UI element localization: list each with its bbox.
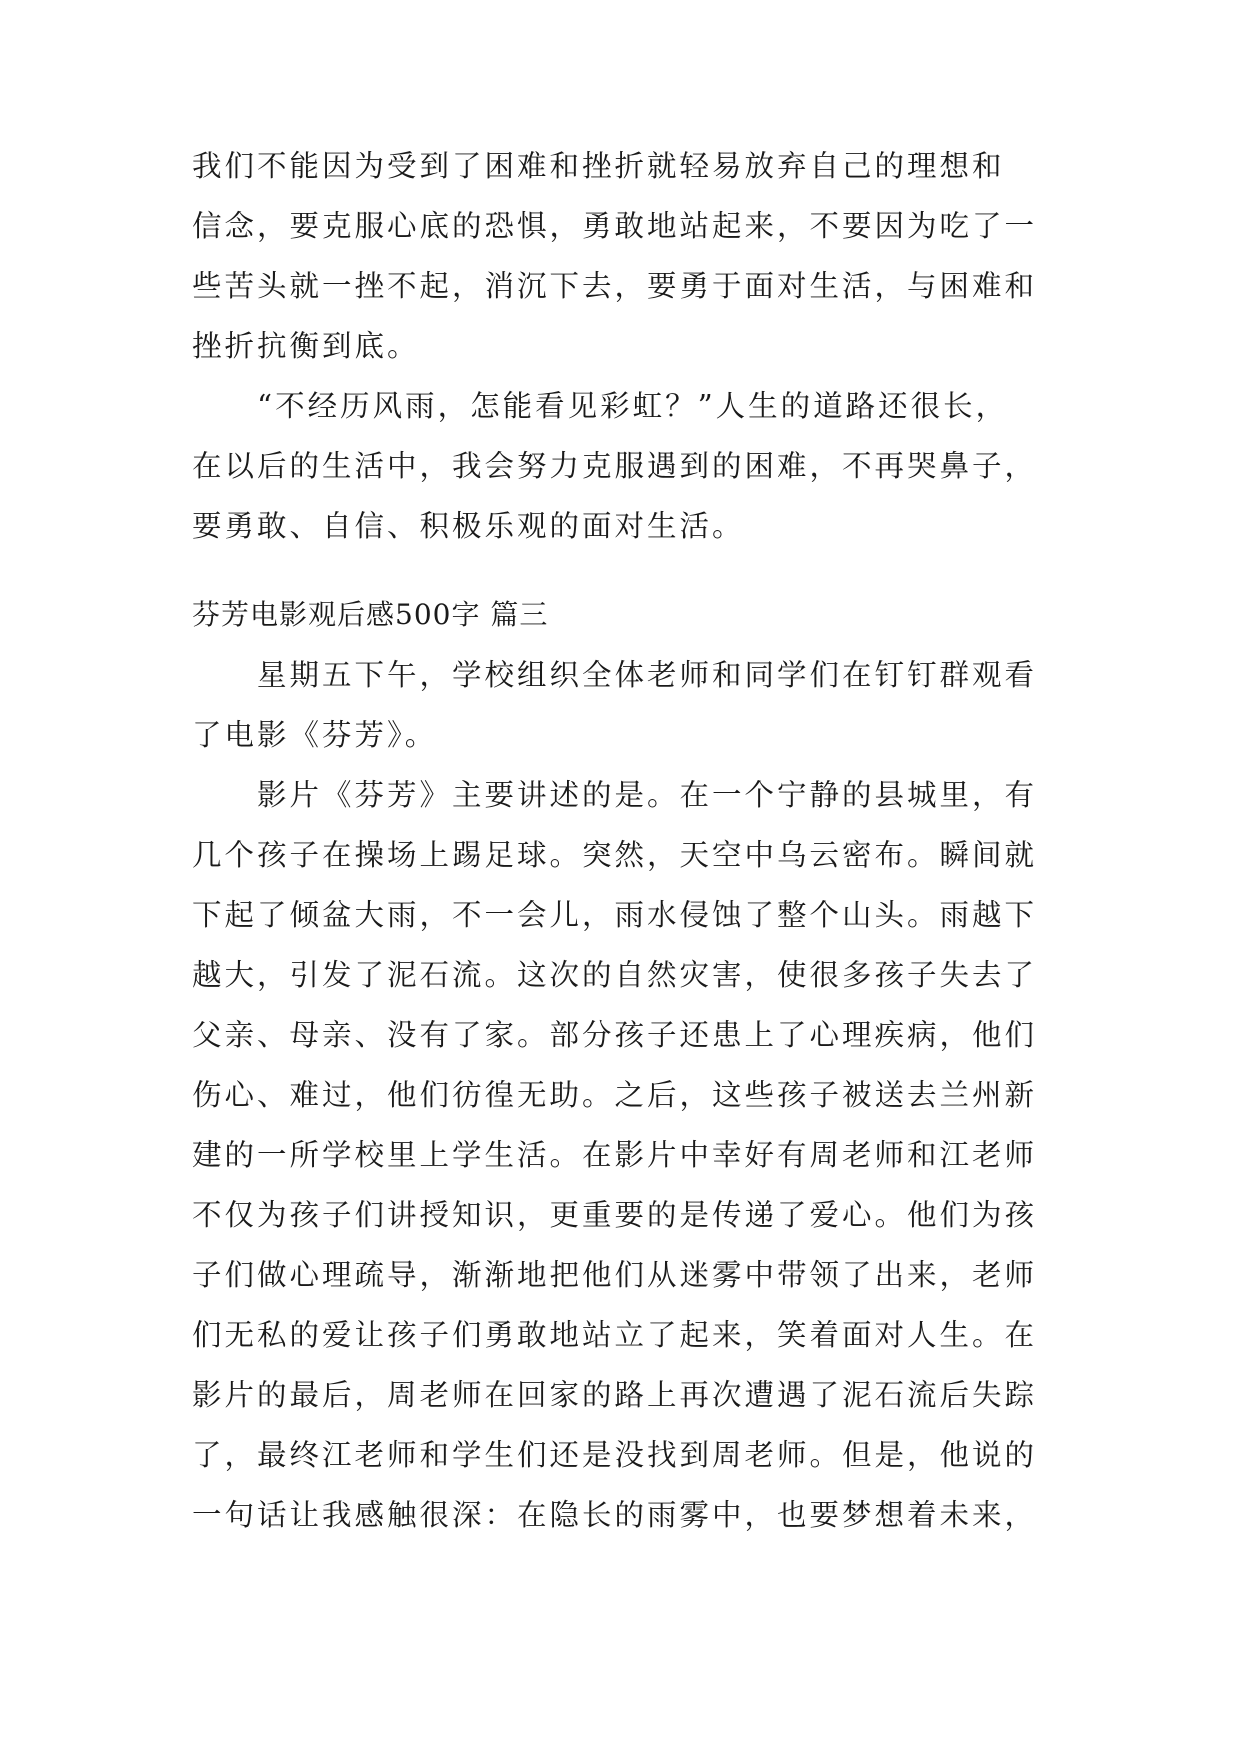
paragraph-line: 了电影《芬芳》。: [192, 718, 438, 752]
paragraph-line: 伤心、难过，他们彷徨无助。之后，这些孩子被送去兰州新: [192, 1078, 1038, 1112]
paragraph-line: 星期五下午，学校组织全体老师和同学们在钉钉群观看: [192, 658, 1038, 692]
paragraph-line: “不经历风雨，怎能看见彩虹？”人生的道路还很长，: [192, 389, 1009, 423]
paragraph-line: 挫折抗衡到底。: [192, 329, 420, 363]
paragraph-line: 些苦头就一挫不起，消沉下去，要勇于面对生活，与困难和: [192, 269, 1038, 303]
paragraph-line: 一句话让我感触很深：在隐长的雨雾中，也要梦想着未来，: [192, 1498, 1038, 1532]
paragraph-line: 影片的最后，周老师在回家的路上再次遭遇了泥石流后失踪: [192, 1378, 1038, 1412]
section-heading: 芬芳电影观后感500字 篇三: [192, 598, 549, 631]
paragraph-line: 越大，引发了泥石流。这次的自然灾害，使很多孩子失去了: [192, 958, 1038, 992]
paragraph-line: 不仅为孩子们讲授知识，更重要的是传递了爱心。他们为孩: [192, 1198, 1038, 1232]
paragraph-line: 们无私的爱让孩子们勇敢地站立了起来，笑着面对人生。在: [192, 1318, 1038, 1352]
paragraph-line: 影片《芬芳》主要讲述的是。在一个宁静的县城里，有: [192, 778, 1038, 812]
paragraph-line: 子们做心理疏导，渐渐地把他们从迷雾中带领了出来，老师: [192, 1258, 1038, 1292]
section1-body: [192, 136, 1052, 556]
paragraph-line: 几个孩子在操场上踢足球。突然，天空中乌云密布。瞬间就: [192, 838, 1038, 872]
section2-body: [192, 645, 1052, 1545]
paragraph-line: 了，最终江老师和学生们还是没找到周老师。但是，他说的: [192, 1438, 1038, 1472]
paragraph-line: 父亲、母亲、没有了家。部分孩子还患上了心理疾病，他们: [192, 1018, 1038, 1052]
paragraph-line: 在以后的生活中，我会努力克服遇到的困难，不再哭鼻子，: [192, 449, 1038, 483]
paragraph-line: 信念，要克服心底的恐惧，勇敢地站起来，不要因为吃了一: [192, 209, 1038, 243]
paragraph-line: 下起了倾盆大雨，不一会儿，雨水侵蚀了整个山头。雨越下: [192, 898, 1038, 932]
paragraph-line: 建的一所学校里上学生活。在影片中幸好有周老师和江老师: [192, 1138, 1038, 1172]
section2-heading-block: [192, 585, 1052, 645]
paragraph-line: 要勇敢、自信、积极乐观的面对生活。: [192, 509, 745, 543]
paragraph-line: 我们不能因为受到了困难和挫折就轻易放弃自己的理想和: [192, 149, 1005, 183]
